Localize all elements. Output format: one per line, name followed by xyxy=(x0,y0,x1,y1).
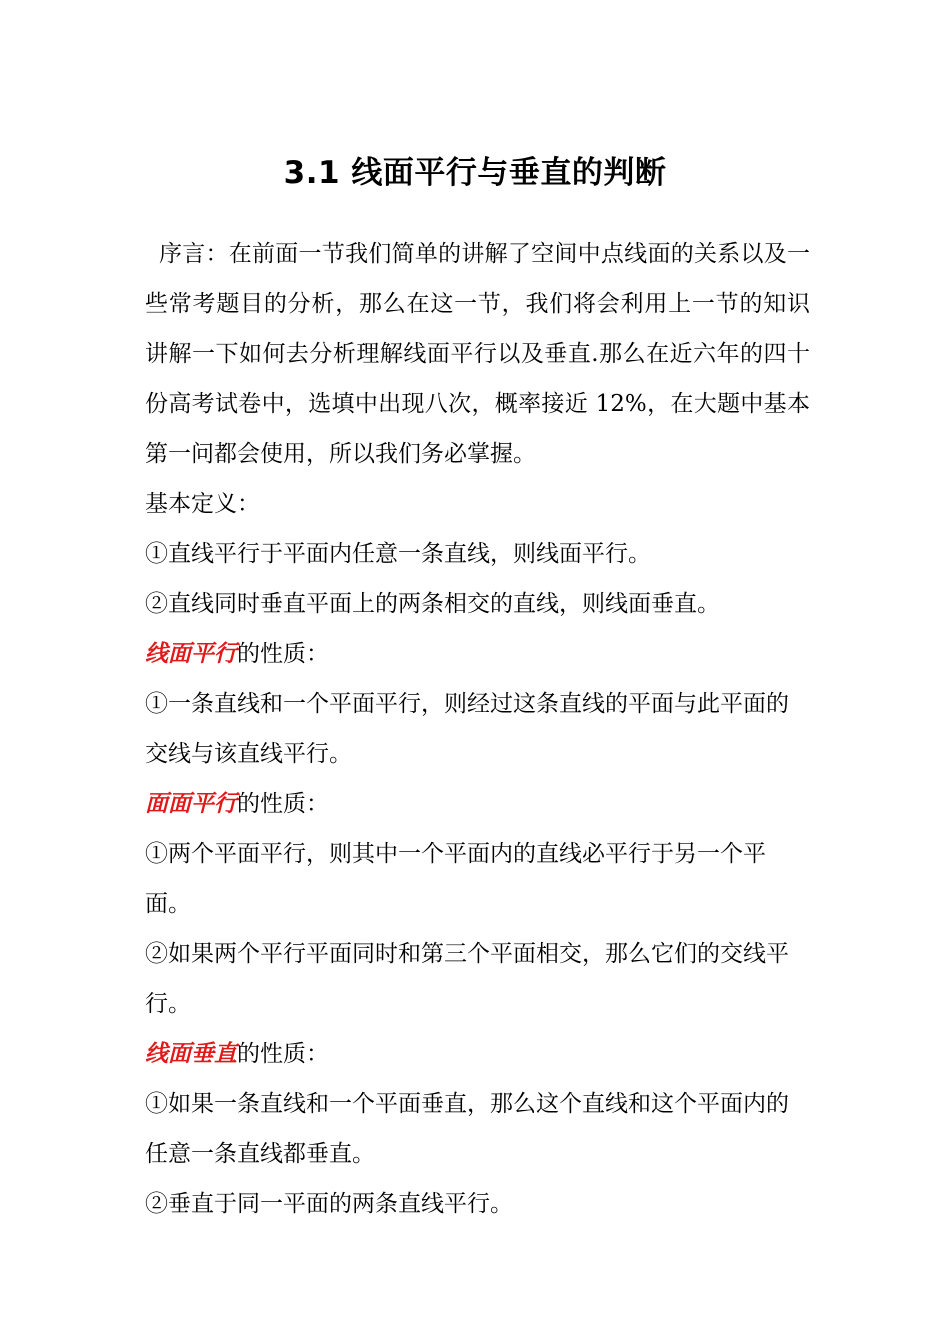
keyword-line-plane-parallel: 线面平行 xyxy=(145,640,237,667)
section-heading-suffix: 的性质： xyxy=(237,791,329,817)
definitions-heading: 基本定义： xyxy=(145,491,260,517)
document-body xyxy=(145,229,810,1229)
definition-item: ②直线同时垂直平面上的两条相交的直线，则线面垂直。 xyxy=(145,591,720,617)
keyword-line-plane-perpendicular: 线面垂直 xyxy=(145,1040,237,1067)
section-heading-suffix: 的性质： xyxy=(237,641,329,667)
property-item: ②垂直于同一平面的两条直线平行。 xyxy=(145,1191,513,1217)
section-heading-suffix: 的性质： xyxy=(237,1041,329,1067)
definition-item: ①直线平行于平面内任意一条直线，则线面平行。 xyxy=(145,541,651,567)
section-heading-line-plane-perpendicular xyxy=(145,1029,810,1079)
property-item: ②如果两个平行平面同时和第三个平面相交，那么它们的交线平行。 xyxy=(145,941,789,1017)
section-heading-line-plane-parallel xyxy=(145,629,810,679)
property-item: ①两个平面平行，则其中一个平面内的直线必平行于另一个平面。 xyxy=(145,841,766,917)
property-item: ①一条直线和一个平面平行，则经过这条直线的平面与此平面的交线与该直线平行。 xyxy=(145,691,789,767)
intro-paragraph: 序言：在前面一节我们简单的讲解了空间中点线面的关系以及一些常考题目的分析，那么在这一节，我们将会利用上一节的知识讲解一下如何去分析理解线面平行以及垂直.那么在近六年的四十份高考试卷中，选填中出现八次，概率接近 12%，在大题中基本第一问都会使用，所以我们务必掌握。 xyxy=(145,241,810,467)
keyword-plane-plane-parallel: 面面平行 xyxy=(145,790,237,817)
section-heading-plane-plane-parallel xyxy=(145,779,810,829)
property-item: ①如果一条直线和一个平面垂直，那么这个直线和这个平面内的任意一条直线都垂直。 xyxy=(145,1091,789,1167)
page-title: 3.1 线面平行与垂直的判断 xyxy=(283,155,667,191)
